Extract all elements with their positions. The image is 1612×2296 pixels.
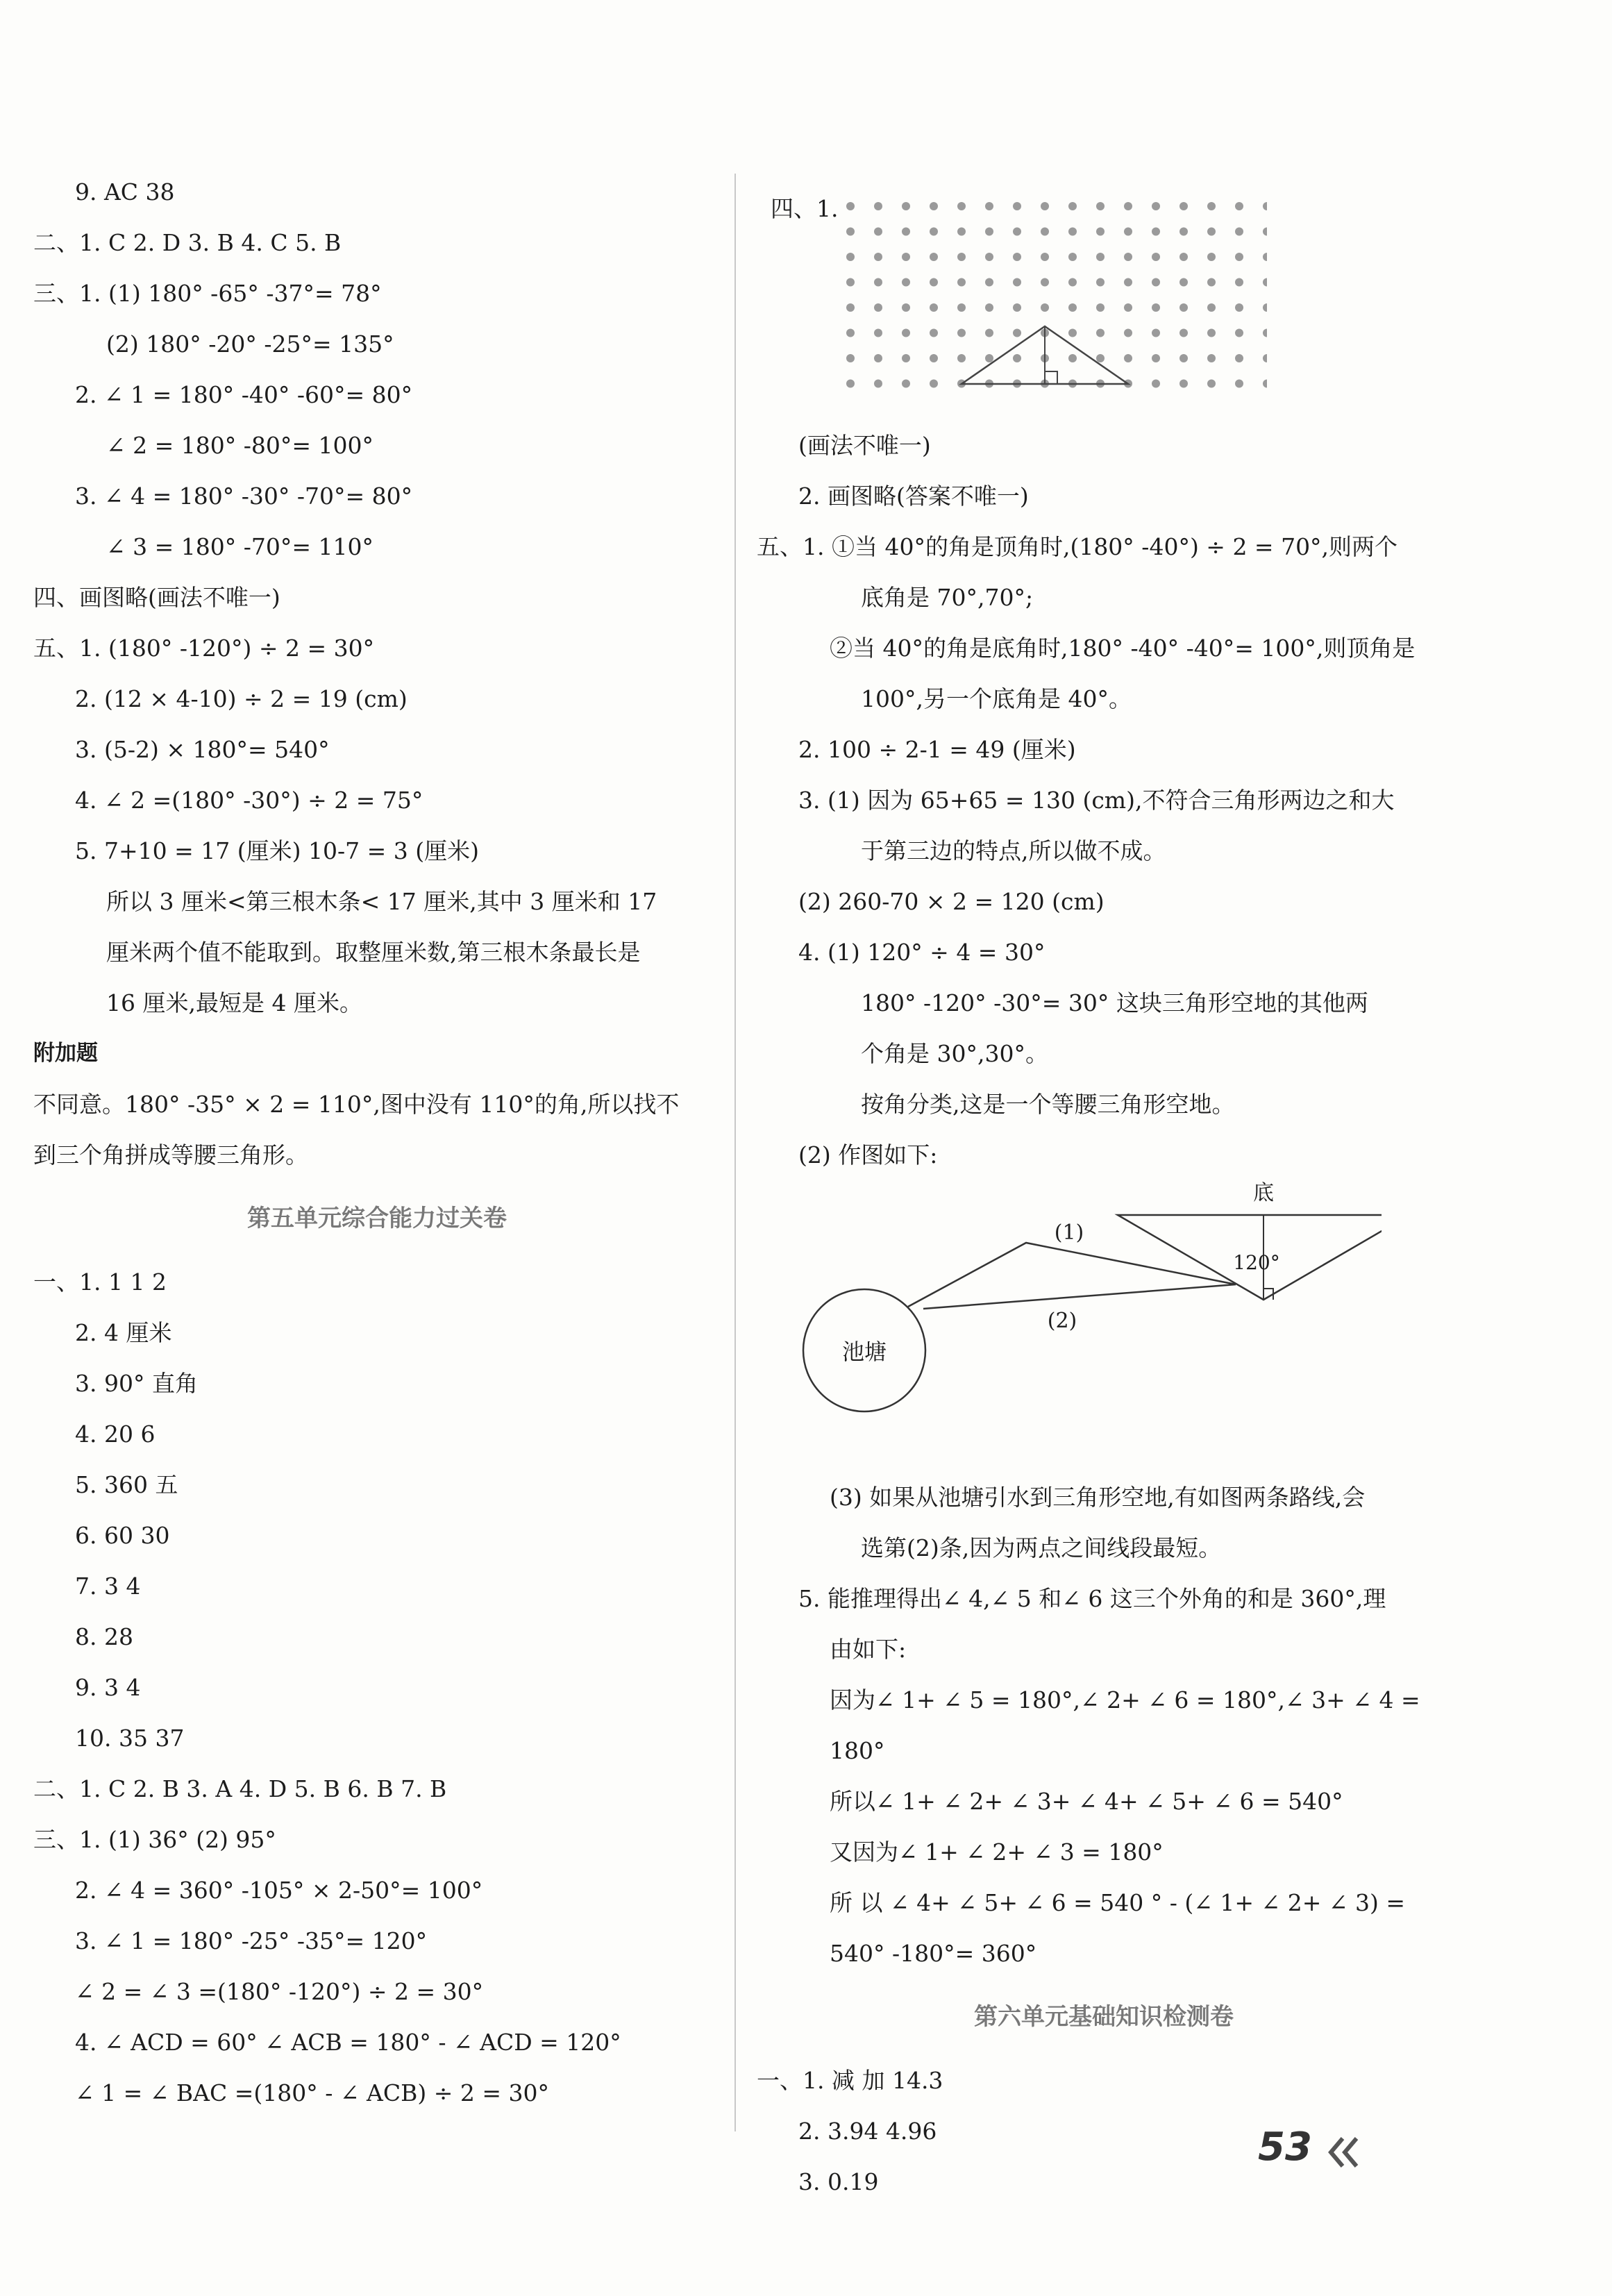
grid-dot	[1041, 253, 1049, 261]
grid-dot	[1235, 278, 1243, 287]
answer-line: 2. ∠ 1 = 180° -40° -60°= 80°	[75, 381, 413, 408]
answer-line: 180°	[830, 1737, 885, 1764]
grid-dot	[1207, 380, 1216, 388]
answer-line: 于第三边的特点,所以做不成。	[861, 837, 1166, 864]
grid-dot	[1041, 228, 1049, 236]
grid-dot	[1179, 303, 1188, 312]
answer-line: 3. ∠ 1 = 180° -25° -35°= 120°	[75, 1927, 428, 1954]
grid-dot	[1013, 329, 1021, 337]
answer-line: 不同意。180° -35° × 2 = 110°,图中没有 110°的角,所以找不	[33, 1091, 680, 1118]
grid-dot	[1207, 303, 1216, 312]
grid-dot	[957, 329, 966, 337]
answer-line: 2. 画图略(答案不唯一)	[798, 483, 1029, 510]
answer-line: 所 以 ∠ 4+ ∠ 5+ ∠ 6 = 540 ° - (∠ 1+ ∠ 2+ ∠ 3) =	[830, 1889, 1405, 1916]
route-2-label: (2)	[1047, 1309, 1077, 1333]
grid-dot	[1263, 253, 1267, 261]
grid-dot	[1041, 278, 1049, 287]
grid-dot	[846, 228, 855, 236]
grid-dot	[874, 380, 882, 388]
grid-dot	[846, 303, 855, 312]
grid-dot	[846, 329, 855, 337]
grid-dot	[957, 354, 966, 362]
answer-line: 一、1. 减 加 14.3	[757, 2067, 943, 2094]
answer-line: 2. 4 厘米	[75, 1319, 172, 1346]
grid-dot	[1179, 380, 1188, 388]
answer-line: 100°,另一个底角是 40°。	[861, 685, 1132, 712]
grid-dot	[902, 253, 910, 261]
answer-line: 3. ∠ 4 = 180° -30° -70°= 80°	[75, 483, 413, 510]
grid-dot	[1207, 253, 1216, 261]
grid-dot	[985, 303, 993, 312]
left-column	[33, 167, 721, 2118]
grid-dot	[930, 228, 938, 236]
grid-dot	[874, 329, 882, 337]
answer-line: 4. 20 6	[75, 1421, 156, 1448]
grid-dot	[1207, 329, 1216, 337]
grid-dot	[902, 202, 910, 210]
answer-line: ∠ 2 = 180° -80°= 100°	[106, 432, 374, 459]
grid-dot	[1124, 278, 1132, 287]
grid-dot	[1152, 354, 1160, 362]
grid-dot	[1013, 354, 1021, 362]
grid-dot	[985, 228, 993, 236]
grid-dot	[902, 303, 910, 312]
section-title: 第六单元基础知识检测卷	[974, 2003, 1234, 2031]
grid-dot	[1152, 380, 1160, 388]
grid-dot	[1152, 202, 1160, 210]
answer-line: 3. (1) 因为 65+65 = 130 (cm),不符合三角形两边之和大	[798, 787, 1395, 814]
grid-dot	[1207, 354, 1216, 362]
answer-line: 选第(2)条,因为两点之间线段最短。	[861, 1534, 1222, 1561]
grid-dot	[985, 354, 993, 362]
grid-dot	[1068, 278, 1077, 287]
grid-dot	[1013, 202, 1021, 210]
grid-dot	[1263, 303, 1267, 312]
grid-dot	[930, 303, 938, 312]
grid-dot	[1235, 228, 1243, 236]
grid-dot	[1068, 303, 1077, 312]
answer-line: 五、1. (180° -120°) ÷ 2 = 30°	[33, 635, 375, 662]
grid-dots	[846, 202, 1267, 388]
answer-line: (画法不唯一)	[798, 432, 931, 459]
answer-line: ∠ 3 = 180° -70°= 110°	[106, 533, 374, 560]
answer-line: 五、1. ①当 40°的角是顶角时,(180° -40°) ÷ 2 = 70°,则两个	[757, 533, 1398, 560]
answer-line: 4. ∠ 2 =(180° -30°) ÷ 2 = 75°	[75, 787, 423, 814]
answer-line: (2) 180° -20° -25°= 135°	[106, 330, 394, 358]
grid-dot	[1096, 303, 1105, 312]
answer-line: 8. 28	[75, 1623, 133, 1650]
grid-dot	[930, 202, 938, 210]
grid-dot	[957, 202, 966, 210]
bonus-heading: 附加题	[33, 1041, 98, 1066]
answer-line: 厘米两个值不能取到。取整厘米数,第三根木条最长是	[106, 939, 641, 966]
grid-dot	[1041, 202, 1049, 210]
grid-dot	[874, 303, 882, 312]
answer-line: 5. 能推理得出∠ 4,∠ 5 和∠ 6 这三个外角的和是 360°,理	[798, 1585, 1386, 1612]
grid-dot	[846, 278, 855, 287]
grid-dot	[1263, 329, 1267, 337]
grid-dot	[1124, 329, 1132, 337]
column-divider	[734, 174, 736, 2131]
grid-dot	[902, 228, 910, 236]
answer-line: 又因为∠ 1+ ∠ 2+ ∠ 3 = 180°	[830, 1838, 1164, 1866]
pond-label: 池塘	[841, 1339, 887, 1365]
answer-line: (2) 作图如下:	[798, 1141, 938, 1168]
answer-line: 个角是 30°,30°。	[861, 1040, 1048, 1067]
grid-dot	[985, 202, 993, 210]
grid-dot	[1068, 354, 1077, 362]
grid-dot	[1263, 228, 1267, 236]
right-column	[757, 177, 1451, 2207]
answer-line: 所以 3 厘米<第三根木条< 17 厘米,其中 3 厘米和 17	[106, 888, 657, 915]
answer-line: 二、1. C 2. D 3. B 4. C 5. B	[33, 229, 342, 256]
grid-dot	[930, 278, 938, 287]
pond-diagram	[757, 1180, 1382, 1472]
answer-line: 3. 0.19	[798, 2168, 879, 2195]
grid-dot	[874, 278, 882, 287]
grid-dot	[957, 278, 966, 287]
grid-dot	[846, 380, 855, 388]
answer-line: 四、画图略(画法不唯一)	[33, 584, 280, 611]
answer-line: 2. ∠ 4 = 360° -105° × 2-50°= 100°	[75, 1877, 483, 1904]
question-label: 四、1.	[771, 195, 839, 222]
grid-dot	[902, 278, 910, 287]
route-1-label: (1)	[1054, 1221, 1084, 1245]
grid-dot	[874, 228, 882, 236]
answer-line: (3) 如果从池塘引水到三角形空地,有如图两条路线,会	[830, 1484, 1366, 1511]
grid-dot	[1179, 253, 1188, 261]
grid-dot	[1152, 228, 1160, 236]
answer-line: 6. 60 30	[75, 1522, 170, 1549]
grid-dot	[1235, 253, 1243, 261]
grid-dot	[1096, 354, 1105, 362]
grid-dot	[874, 202, 882, 210]
answer-line: 2. 100 ÷ 2-1 = 49 (厘米)	[798, 736, 1076, 763]
answer-line: 2. (12 × 4-10) ÷ 2 = 19 (cm)	[75, 685, 408, 712]
route-2	[923, 1284, 1236, 1309]
grid-dot	[902, 329, 910, 337]
grid-dot	[1096, 202, 1105, 210]
grid-dot	[902, 354, 910, 362]
grid-dot	[1152, 329, 1160, 337]
grid-dot	[1235, 202, 1243, 210]
grid-dot	[846, 354, 855, 362]
answer-line: 3. (5-2) × 180°= 540°	[75, 736, 330, 763]
grid-dot	[1124, 354, 1132, 362]
answer-line: 按角分类,这是一个等腰三角形空地。	[861, 1091, 1235, 1118]
grid-dot	[1179, 278, 1188, 287]
grid-dot	[1068, 202, 1077, 210]
answer-line: ∠ 1 = ∠ BAC =(180° - ∠ ACB) ÷ 2 = 30°	[75, 2079, 549, 2106]
grid-dot	[1096, 278, 1105, 287]
grid-dot	[1068, 253, 1077, 261]
grid-dot	[1124, 303, 1132, 312]
grid-dot	[1124, 228, 1132, 236]
answer-line: (2) 260-70 × 2 = 120 (cm)	[798, 888, 1105, 915]
grid-dot	[1041, 303, 1049, 312]
answer-line: 16 厘米,最短是 4 厘米。	[106, 989, 362, 1016]
grid-dot	[1096, 228, 1105, 236]
grid-dot	[985, 278, 993, 287]
answer-line: 5. 7+10 = 17 (厘米) 10-7 = 3 (厘米)	[75, 837, 479, 864]
answer-line: 一、1. 1 1 2	[33, 1268, 167, 1296]
grid-dot	[1179, 202, 1188, 210]
angle-label: 120°	[1233, 1251, 1280, 1274]
dot-grid-figure	[757, 177, 1451, 420]
answer-line: 三、1. (1) 180° -65° -37°= 78°	[33, 280, 382, 307]
answer-line: 7. 3 4	[75, 1573, 141, 1600]
grid-dot	[985, 253, 993, 261]
grid-dot	[1235, 380, 1243, 388]
answer-line: 4. (1) 120° ÷ 4 = 30°	[798, 939, 1046, 966]
grid-dot	[1152, 253, 1160, 261]
grid-dot	[846, 202, 855, 210]
grid-dot	[930, 354, 938, 362]
grid-dot	[1235, 329, 1243, 337]
grid-dot	[1207, 278, 1216, 287]
grid-dot	[1068, 228, 1077, 236]
answer-line: 所以∠ 1+ ∠ 2+ ∠ 3+ ∠ 4+ ∠ 5+ ∠ 6 = 540°	[830, 1788, 1343, 1815]
grid-dot	[1096, 329, 1105, 337]
pond-route-figure	[757, 1180, 1451, 1472]
base-label: 底	[1253, 1181, 1274, 1205]
grid-dot	[1068, 329, 1077, 337]
section-title: 第五单元综合能力过关卷	[247, 1205, 507, 1232]
answer-line: 三、1. (1) 36° (2) 95°	[33, 1826, 276, 1853]
page-number: 53	[1258, 2125, 1312, 2170]
answer-line: ②当 40°的角是底角时,180° -40° -40°= 100°,则顶角是	[830, 635, 1416, 662]
dot-grid	[837, 198, 1267, 406]
grid-dot	[874, 253, 882, 261]
answer-line: ∠ 2 = ∠ 3 =(180° -120°) ÷ 2 = 30°	[75, 1978, 484, 2005]
grid-dot	[1124, 202, 1132, 210]
grid-dot	[874, 354, 882, 362]
grid-dot	[1207, 228, 1216, 236]
grid-dot	[985, 329, 993, 337]
grid-dot	[1207, 202, 1216, 210]
answer-line: 到三个角拼成等腰三角形。	[33, 1141, 308, 1168]
answer-line: 5. 360 五	[75, 1471, 178, 1498]
answer-line: 底角是 70°,70°;	[861, 584, 1034, 611]
answer-line: 10. 35 37	[75, 1725, 185, 1752]
grid-dot	[846, 253, 855, 261]
grid-dot	[1152, 278, 1160, 287]
grid-dot	[1263, 380, 1267, 388]
grid-dot	[930, 380, 938, 388]
grid-dot	[1235, 303, 1243, 312]
answer-line: 4. ∠ ACD = 60° ∠ ACB = 180° - ∠ ACD = 120°	[75, 2029, 621, 2056]
grid-dot	[1013, 303, 1021, 312]
answer-line: 180° -120° -30°= 30° 这块三角形空地的其他两	[861, 989, 1368, 1016]
answer-line: 9. 3 4	[75, 1674, 141, 1701]
grid-dot	[1179, 354, 1188, 362]
answer-line: 540° -180°= 360°	[830, 1940, 1037, 1967]
grid-dot	[957, 303, 966, 312]
grid-dot	[1124, 253, 1132, 261]
answer-line: 9. AC 38	[75, 178, 175, 206]
grid-dot	[957, 253, 966, 261]
grid-dot	[930, 253, 938, 261]
answer-line: 二、1. C 2. B 3. A 4. D 5. B 6. B 7. B	[33, 1775, 447, 1802]
grid-dot	[1152, 303, 1160, 312]
grid-dot	[1235, 354, 1243, 362]
grid-dot	[1263, 354, 1267, 362]
grid-dot	[1179, 329, 1188, 337]
grid-dot	[930, 329, 938, 337]
chevron-left-double-icon	[1327, 2135, 1362, 2170]
grid-dot	[1263, 278, 1267, 287]
grid-dot	[957, 228, 966, 236]
grid-dot	[1263, 202, 1267, 210]
answer-line: 3. 90° 直角	[75, 1370, 198, 1397]
grid-dot	[1013, 253, 1021, 261]
answer-line: 因为∠ 1+ ∠ 5 = 180°,∠ 2+ ∠ 6 = 180°,∠ 3+ ∠ 4 =	[830, 1686, 1420, 1713]
grid-dot	[1013, 278, 1021, 287]
grid-dot	[1096, 253, 1105, 261]
answer-line: 由如下:	[830, 1636, 907, 1663]
grid-dot	[902, 380, 910, 388]
grid-dot	[1179, 228, 1188, 236]
answer-line: 2. 3.94 4.96	[798, 2118, 937, 2145]
grid-dot	[1013, 228, 1021, 236]
